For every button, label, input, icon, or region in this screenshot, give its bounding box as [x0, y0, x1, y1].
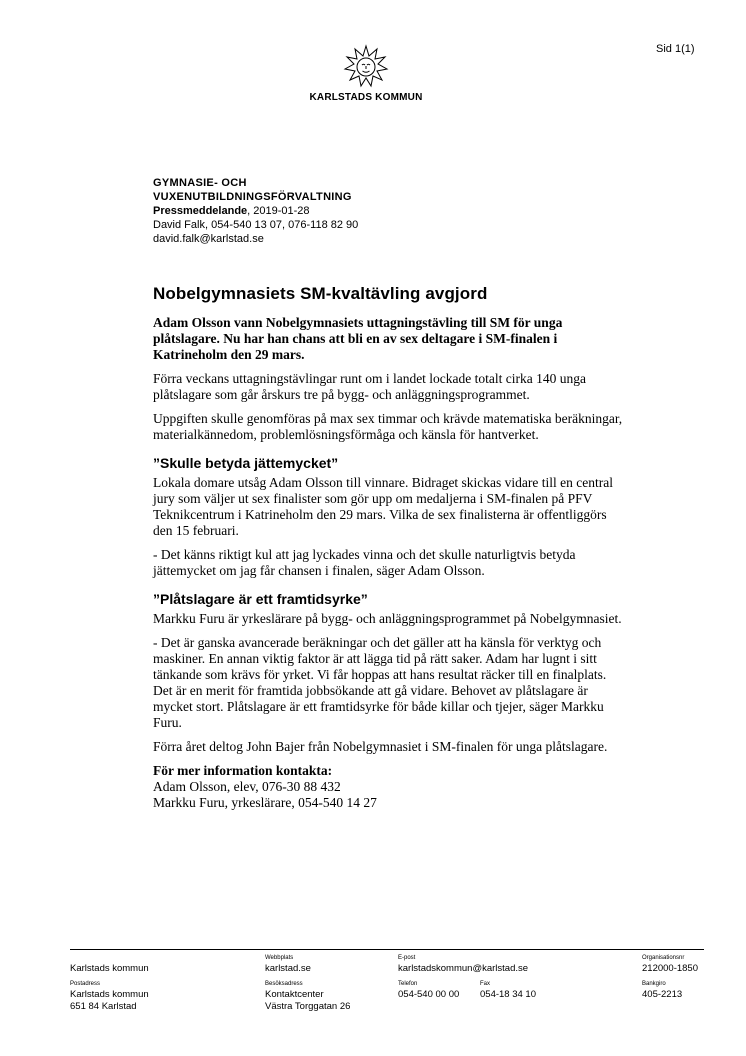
contact-heading: För mer information kontakta: [153, 763, 333, 778]
department-line-1: GYMNASIE- OCH [153, 177, 247, 189]
footer-web-label: Webbplats [265, 955, 294, 961]
section-heading: ”Skulle betyda jättemycket” [153, 455, 339, 471]
footer-divider [70, 949, 704, 950]
contact-section [153, 763, 623, 811]
footer-fax-label: Fax [480, 981, 491, 987]
paragraph: Markku Furu är yrkeslärare på bygg- och anläggningsprogrammet på Nobelgymnasiet. [153, 611, 622, 626]
footer-web-value: karlstad.se [265, 963, 311, 974]
footer-phone-value: 054-540 00 00 [398, 989, 460, 1000]
footer-orgnr-value: 212000-1850 [642, 963, 698, 974]
article-title: Nobelgymnasiets SM-kvaltävling avgjord [153, 284, 488, 303]
contact-email: david.falk@karlstad.se [153, 233, 264, 245]
org-name: KARLSTADS KOMMUN [309, 92, 423, 103]
footer-bankgiro-label: Bankgiro [642, 981, 666, 987]
footer-visit-line-2: Västra Torggatan 26 [265, 1001, 351, 1012]
municipality-logo [301, 44, 431, 103]
contact-phone-line: David Falk, 054-540 13 07, 076-118 82 90 [153, 219, 359, 231]
footer-org: Karlstads kommun [70, 963, 149, 974]
press-release-date: , 2019-01-28 [247, 205, 310, 217]
quote-paragraph: - Det känns riktigt kul att jag lyckades vinna och det skulle naturligtvis betyda jättemycket om jag får chansen i finalen, säger Adam Olsson. [153, 547, 576, 578]
paragraph: Förra veckans uttagningstävlingar runt om i landet lockade totalt cirka 140 unga plåtslagare som går årskurs tre på bygg- och anläggningsprogrammet. [153, 371, 587, 402]
press-release-label: Pressmeddelande [153, 205, 248, 217]
footer-email-value: karlstadskommun@karlstad.se [398, 963, 529, 974]
footer-bankgiro-value: 405-2213 [642, 989, 683, 1000]
sender-block [153, 176, 358, 246]
paragraph: Lokala domare utsåg Adam Olsson till vinnare. Bidraget skickas vidare till en central jury som väljer ut sex finalister som gör upp om medaljerna i SM-finalen på PFV Teknikcentrum i Katrineholm den 29 mars. Vilka de sex finalisterna är offentliggörs den 15 februari. [153, 475, 613, 538]
press-release-line [153, 204, 358, 218]
paragraph: Förra året deltog John Bajer från Nobelgymnasiet i SM-finalen för unga plåtslagare. [153, 739, 608, 754]
footer-orgnr-label: Organisationsnr [642, 955, 685, 961]
article-body [153, 284, 623, 811]
page-number: Sid 1(1) [656, 43, 695, 55]
footer-phone-label: Telefon [398, 981, 418, 987]
footer-email-label: E-post [398, 955, 416, 961]
footer-postal-label: Postadress [70, 981, 101, 987]
contact-entry: Markku Furu, yrkeslärare, 054-540 14 27 [153, 795, 377, 810]
department-line-2: VUXENUTBILDNINGSFÖRVALTNING [153, 191, 352, 203]
paragraph: Uppgiften skulle genomföras på max sex timmar och krävde matematiska beräkningar, materialkännedom, problemlösningsförmåga och känsla för hantverket. [153, 411, 623, 442]
contact-entry: Adam Olsson, elev, 076-30 88 432 [153, 779, 341, 794]
footer-postal-line-1: Karlstads kommun [70, 989, 149, 1000]
section-heading: ”Plåtslagare är ett framtidsyrke” [153, 591, 368, 607]
article-lead: Adam Olsson vann Nobelgymnasiets uttagningstävling till SM för unga plåtslagare. Nu har han chans att bli en av sex deltagare i SM-finalen i Katrineholm den 29 mars. [153, 315, 563, 362]
footer-visit-line-1: Kontaktcenter [265, 989, 324, 1000]
footer-postal-line-2: 651 84 Karlstad [70, 1001, 137, 1012]
footer-visit-label: Besöksadress [265, 981, 303, 987]
sun-face-icon [343, 44, 389, 90]
quote-paragraph: - Det är ganska avancerade beräkningar och det gäller att ha känsla för verktyg och maskiner. En annan viktig faktor är att lägga tid på rätt saker. Adam har lugnt i sitt tänkande som krävs för yrket. Vi får hoppas att hans resultat räcker till en finalplats. Det är en merit för framtida jobbsökande att gå vidare. Behovet av plåtslagare är mycket stort. Plåtslagare är ett framtidsyrke för både killar och tjejer, säger Markku Furu. [153, 635, 607, 730]
footer-fax-value: 054-18 34 10 [480, 989, 536, 1000]
